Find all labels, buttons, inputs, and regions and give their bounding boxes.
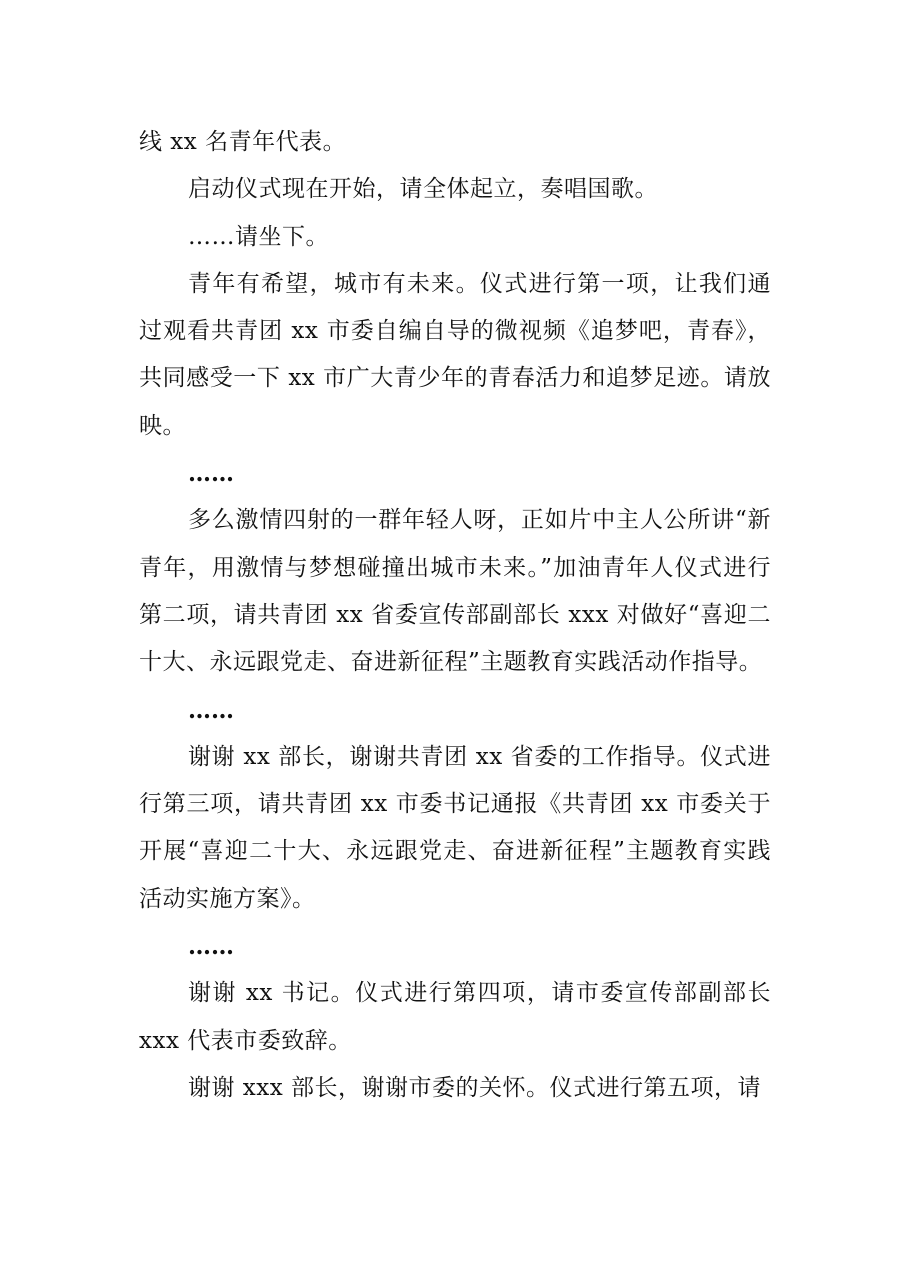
paragraph-item-one: 青年有希望，城市有未来。仪式进行第一项，让我们通过观看共青团 xx 市委自编自导的微视频《追梦吧，青春》，共同感受一下 xx 市广大青少年的青春活力和追梦足迹。请放映。	[139, 270, 771, 439]
paragraph-please-sit: ……请坐下。	[188, 223, 329, 250]
ellipsis-separator: ……	[188, 460, 234, 488]
document-body	[139, 119, 771, 1112]
paragraph-item-two: 多么激情四射的一群年轻人呀，正如片中主人公所讲“新青年，用激情与梦想碰撞出城市未来。”加油青年人仪式进行第二项，请共青团 xx 省委宣传部副部长 xxx 对做好“喜迎二十大、永远跟党走、奋进新征程”主题教育实践活动作指导。	[139, 507, 771, 676]
paragraph-item-five: 谢谢 xxx 部长，谢谢市委的关怀。仪式进行第五项，请	[188, 1074, 762, 1101]
paragraph-ceremony-start: 启动仪式现在开始，请全体起立，奏唱国歌。	[188, 176, 658, 203]
ellipsis-separator: ……	[188, 696, 234, 724]
ellipsis-separator: ……	[188, 933, 234, 961]
paragraph-item-four: 谢谢 xx 书记。仪式进行第四项，请市委宣传部副部长 xxx 代表市委致辞。	[139, 980, 771, 1054]
paragraph-item-three: 谢谢 xx 部长，谢谢共青团 xx 省委的工作指导。仪式进行第三项，请共青团 xx 市委书记通报《共青团 xx 市委关于开展“喜迎二十大、永远跟党走、奋进新征程”主题教育实践活动实施方案》。	[139, 743, 771, 912]
paragraph-youth-representatives: 线 xx 名青年代表。	[139, 129, 347, 155]
